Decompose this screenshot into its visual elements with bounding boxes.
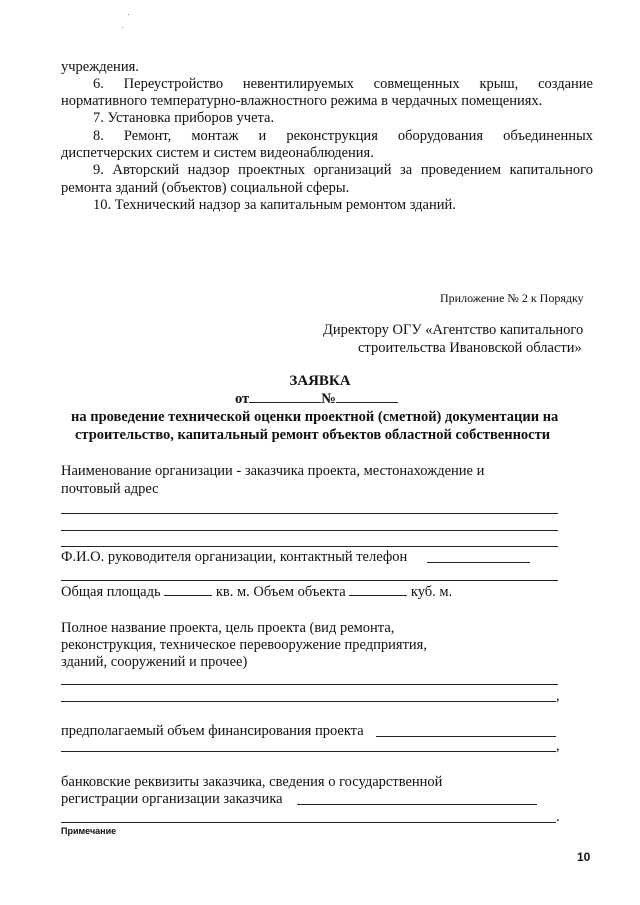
org-fill-line-2[interactable]: [61, 530, 558, 531]
scan-speck: [122, 27, 123, 28]
item-9-line-1: 9. Авторский надзор проектных организаций за проведением капитального: [93, 162, 593, 178]
subtitle-line-1: на проведение технической оценки проектной (сметной) документации на: [71, 409, 559, 425]
project-line-3: зданий, сооружений и прочее): [61, 654, 248, 670]
project-line-1: Полное название проекта, цель проекта (вид ремонта,: [61, 620, 395, 636]
addressee-line-2: строительства Ивановской области»: [358, 340, 582, 356]
note-label: Примечание: [61, 826, 117, 836]
volume-field[interactable]: [349, 583, 407, 596]
page-number: 10: [577, 850, 591, 864]
org-line-2: почтовый адрес: [61, 481, 159, 497]
item-8-line-1: 8. Ремонт, монтаж и реконструкция оборудования объединенных: [93, 128, 593, 144]
area-volume-line: [61, 583, 452, 601]
bank-field[interactable]: [297, 804, 537, 805]
org-fill-line-1[interactable]: [61, 513, 558, 514]
area-unit: кв. м. Объем объекта: [215, 584, 346, 600]
item-7: 7. Установка приборов учета.: [93, 110, 275, 126]
head-phone-field[interactable]: [427, 562, 530, 563]
funding-comma: ,: [556, 738, 560, 754]
scan-speck: [128, 14, 129, 15]
area-label: Общая площадь: [61, 584, 161, 600]
funding-field[interactable]: [376, 736, 556, 737]
bank-period: .: [556, 809, 560, 825]
subtitle-line-2: строительство, капитальный ремонт объектов областной собственности: [75, 427, 551, 443]
form-title: ЗАЯВКА: [289, 373, 351, 389]
date-prefix: от: [235, 391, 250, 407]
org-line-1: Наименование организации - заказчика проекта, местонахождение и: [61, 463, 485, 479]
appendix-label: Приложение № 2 к Порядку: [440, 291, 584, 305]
project-fill-line-2[interactable]: [61, 701, 556, 702]
number-prefix: №: [321, 391, 336, 407]
addressee-line-1: Директору ОГУ «Агентство капитального: [323, 322, 584, 338]
bank-fill-line[interactable]: [61, 822, 556, 823]
bank-line-1: банковские реквизиты заказчика, сведения о государственной: [61, 774, 443, 790]
volume-unit: куб. м.: [410, 584, 453, 600]
project-fill-line-1[interactable]: [61, 684, 558, 685]
project-comma: ,: [556, 688, 560, 704]
area-field[interactable]: [164, 583, 212, 596]
date-field[interactable]: [249, 390, 321, 403]
item-6-line-1: 6. Переустройство невентилируемых совмещенных крыш, создание: [93, 76, 593, 92]
date-number-line: [235, 390, 398, 408]
item-6-line-2: нормативного температурно-влажностного режима в чердачных помещениях.: [61, 93, 543, 109]
number-field[interactable]: [336, 390, 398, 403]
head-label: Ф.И.О. руководителя организации, контактный телефон: [61, 549, 408, 565]
item-8-line-2: диспетчерских систем и систем видеонаблюдения.: [61, 145, 374, 161]
org-fill-line-3[interactable]: [61, 546, 558, 547]
item-10: 10. Технический надзор за капитальным ремонтом зданий.: [93, 197, 456, 213]
funding-fill-line[interactable]: [61, 751, 556, 752]
head-fill-line[interactable]: [61, 580, 558, 581]
funding-label: предполагаемый объем финансирования проекта: [61, 723, 364, 739]
bank-line-2: регистрации организации заказчика: [61, 791, 283, 807]
intro-tail: учреждения.: [61, 59, 139, 75]
project-line-2: реконструкция, техническое перевооружение предприятия,: [61, 637, 427, 653]
item-9-line-2: ремонта зданий (объектов) социальной сферы.: [61, 180, 350, 196]
